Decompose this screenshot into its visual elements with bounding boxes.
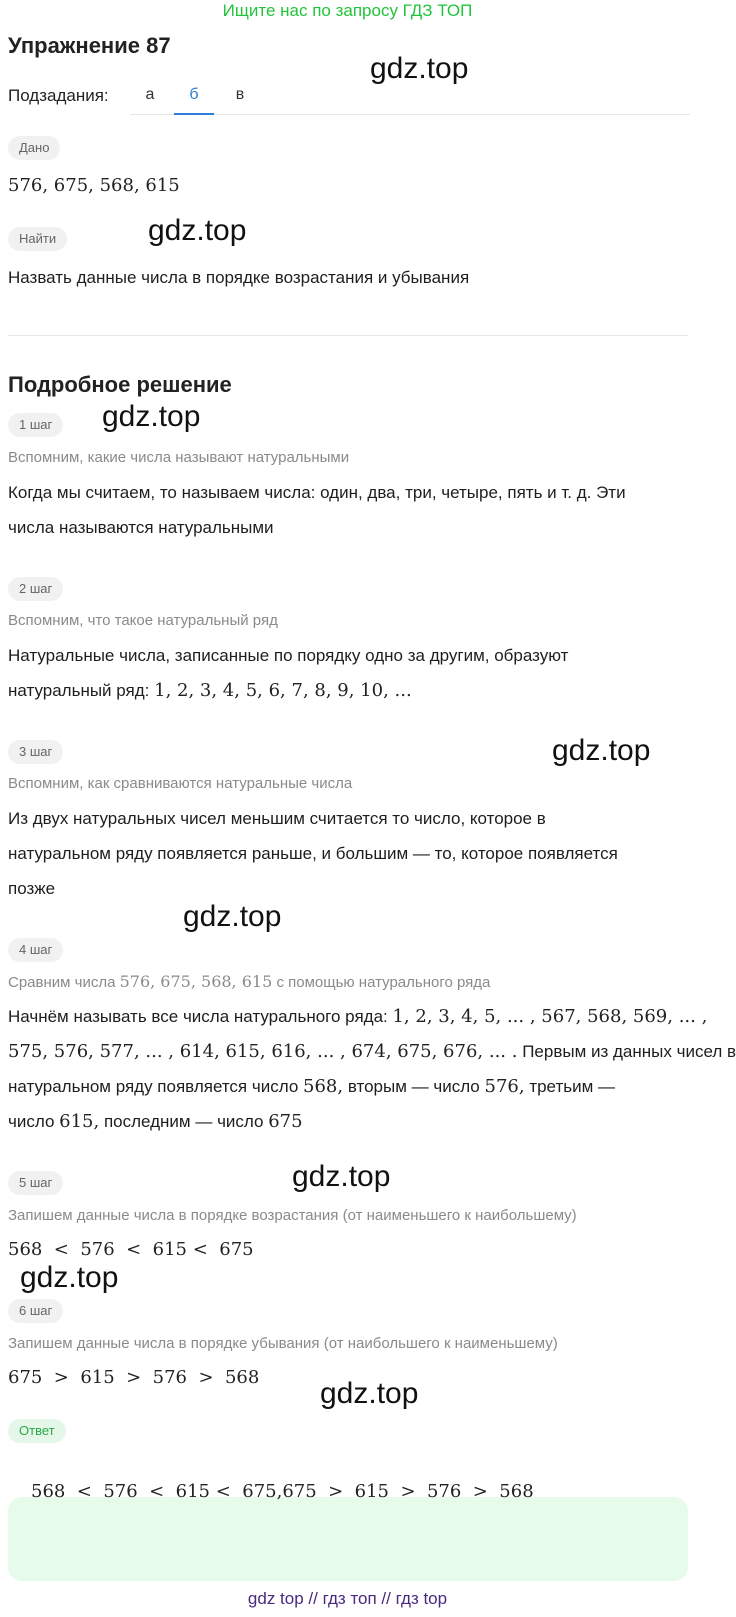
step-5-math: 568 < 576 < 615 < 675 bbox=[8, 1239, 254, 1260]
answer-badge bbox=[8, 1419, 66, 1443]
step-2-hint: Вспомним, что такое натуральный ряд bbox=[8, 612, 278, 629]
step-1-hint: Вспомним, какие числа называют натуральными bbox=[8, 449, 350, 466]
step-5-hint: Запишем данные числа в порядке возрастания (от наименьшего к наибольшему) bbox=[8, 1207, 577, 1224]
step-4-line4-text1: число bbox=[8, 1112, 55, 1131]
step-label: 2 шаг bbox=[8, 577, 63, 601]
step-4-line2-math: 575, 576, 577, ... , 614, 615, 616, ... , 674, 675, 676, ... . bbox=[8, 1041, 518, 1062]
step-1-badge bbox=[8, 413, 63, 437]
step-1-line1: Когда мы считаем, то называем числа: один, два, три, четыре, пять и т. д. Эти bbox=[8, 483, 626, 502]
step-label: 1 шаг bbox=[8, 413, 63, 437]
step-3-badge bbox=[8, 740, 63, 764]
page-title: Упражнение 87 bbox=[8, 33, 171, 58]
given-label: Дано bbox=[8, 136, 60, 160]
step-2-line2 bbox=[8, 673, 412, 709]
step-3-hint: Вспомним, как сравниваются натуральные числа bbox=[8, 775, 353, 792]
step-label: 3 шаг bbox=[8, 740, 63, 764]
step-4-line1-text: Начнём называть все числа натурального ряда: bbox=[8, 1007, 388, 1026]
step-label: 5 шаг bbox=[8, 1171, 63, 1195]
given-value: 576, 675, 568, 615 bbox=[8, 175, 180, 196]
step-4-hint-text2: с помощью натурального ряда bbox=[276, 974, 491, 991]
step-4-line3-text1: натуральном ряду появляется число bbox=[8, 1077, 299, 1096]
step-2-badge bbox=[8, 577, 63, 601]
promo-banner[interactable]: Ищите нас по запросу ГДЗ ТОП bbox=[222, 1, 473, 20]
step-4-line4-math1: 615, bbox=[59, 1111, 100, 1132]
watermark: gdz.top bbox=[20, 1261, 119, 1294]
step-4-line4-text2: последним — число bbox=[103, 1112, 264, 1131]
step-4-badge bbox=[8, 938, 63, 962]
watermark: gdz.top bbox=[183, 900, 282, 933]
step-1-line2: числа называются натуральными bbox=[8, 518, 274, 537]
step-2-line1: Натуральные числа, записанные по порядку одно за другим, образуют bbox=[8, 646, 569, 665]
footer-links[interactable]: gdz top // гдз топ // гдз top bbox=[247, 1589, 448, 1608]
tab-v[interactable]: в bbox=[235, 86, 245, 103]
step-4-line1-math: 1, 2, 3, 4, 5, ... , 567, 568, 569, ... , bbox=[392, 1006, 708, 1027]
step-4-line3-math2: 576, bbox=[484, 1076, 525, 1097]
subtask-tabs bbox=[130, 86, 690, 115]
step-4-hint-math: 576, 675, 568, 615 bbox=[119, 972, 273, 991]
watermark: gdz.top bbox=[370, 52, 469, 85]
step-6-hint: Запишем данные числа в порядке убывания (от наибольшего к наименьшему) bbox=[8, 1335, 558, 1352]
step-3-line1: Из двух натуральных чисел меньшим считается то число, которое в bbox=[8, 809, 546, 828]
watermark: gdz.top bbox=[320, 1377, 419, 1410]
step-label: 4 шаг bbox=[8, 938, 63, 962]
step-2-line2-text: натуральный ряд: bbox=[8, 681, 150, 700]
answer-box bbox=[8, 1497, 688, 1581]
step-4-line3-math1: 568, bbox=[303, 1076, 344, 1097]
step-label: 6 шаг bbox=[8, 1299, 63, 1323]
step-4-line2 bbox=[8, 1034, 736, 1070]
given-badge bbox=[8, 136, 60, 160]
solution-title: Подробное решение bbox=[8, 372, 232, 397]
answer-math: 568 < 576 < 615 < 675,675 > 615 > 576 > 568 bbox=[31, 1481, 534, 1502]
find-value: Назвать данные числа в порядке возрастания и убывания bbox=[8, 268, 470, 287]
step-4-line3-text2: вторым — число bbox=[347, 1077, 480, 1096]
divider bbox=[8, 335, 688, 336]
step-4-line4 bbox=[8, 1104, 303, 1140]
step-5-badge bbox=[8, 1171, 63, 1195]
step-4-line2-text: Первым из данных чисел в bbox=[522, 1042, 736, 1061]
step-4-hint-text: Сравним числа bbox=[8, 974, 116, 991]
find-badge bbox=[8, 227, 67, 251]
step-4-line4-math2: 675 bbox=[268, 1111, 303, 1132]
step-4-line1 bbox=[8, 999, 707, 1035]
answer-label: Ответ bbox=[8, 1419, 66, 1443]
step-6-badge bbox=[8, 1299, 63, 1323]
tab-a[interactable]: а bbox=[145, 86, 155, 103]
watermark: gdz.top bbox=[148, 214, 247, 247]
watermark: gdz.top bbox=[292, 1160, 391, 1193]
watermark: gdz.top bbox=[552, 734, 651, 767]
step-6-math: 675 > 615 > 576 > 568 bbox=[8, 1367, 260, 1388]
step-4-hint bbox=[8, 972, 490, 991]
step-4-line3-text3: третьим — bbox=[529, 1077, 615, 1096]
tab-b[interactable]: б bbox=[174, 86, 214, 115]
watermark: gdz.top bbox=[102, 400, 201, 433]
step-3-line3: позже bbox=[8, 879, 56, 898]
subtasks-label: Подзадания: bbox=[8, 86, 109, 105]
find-label: Найти bbox=[8, 227, 67, 251]
step-2-line2-math: 1, 2, 3, 4, 5, 6, 7, 8, 9, 10, ... bbox=[154, 680, 412, 701]
step-4-line3 bbox=[8, 1069, 615, 1105]
step-3-line2: натуральном ряду появляется раньше, и большим — то, которое появляется bbox=[8, 844, 618, 863]
